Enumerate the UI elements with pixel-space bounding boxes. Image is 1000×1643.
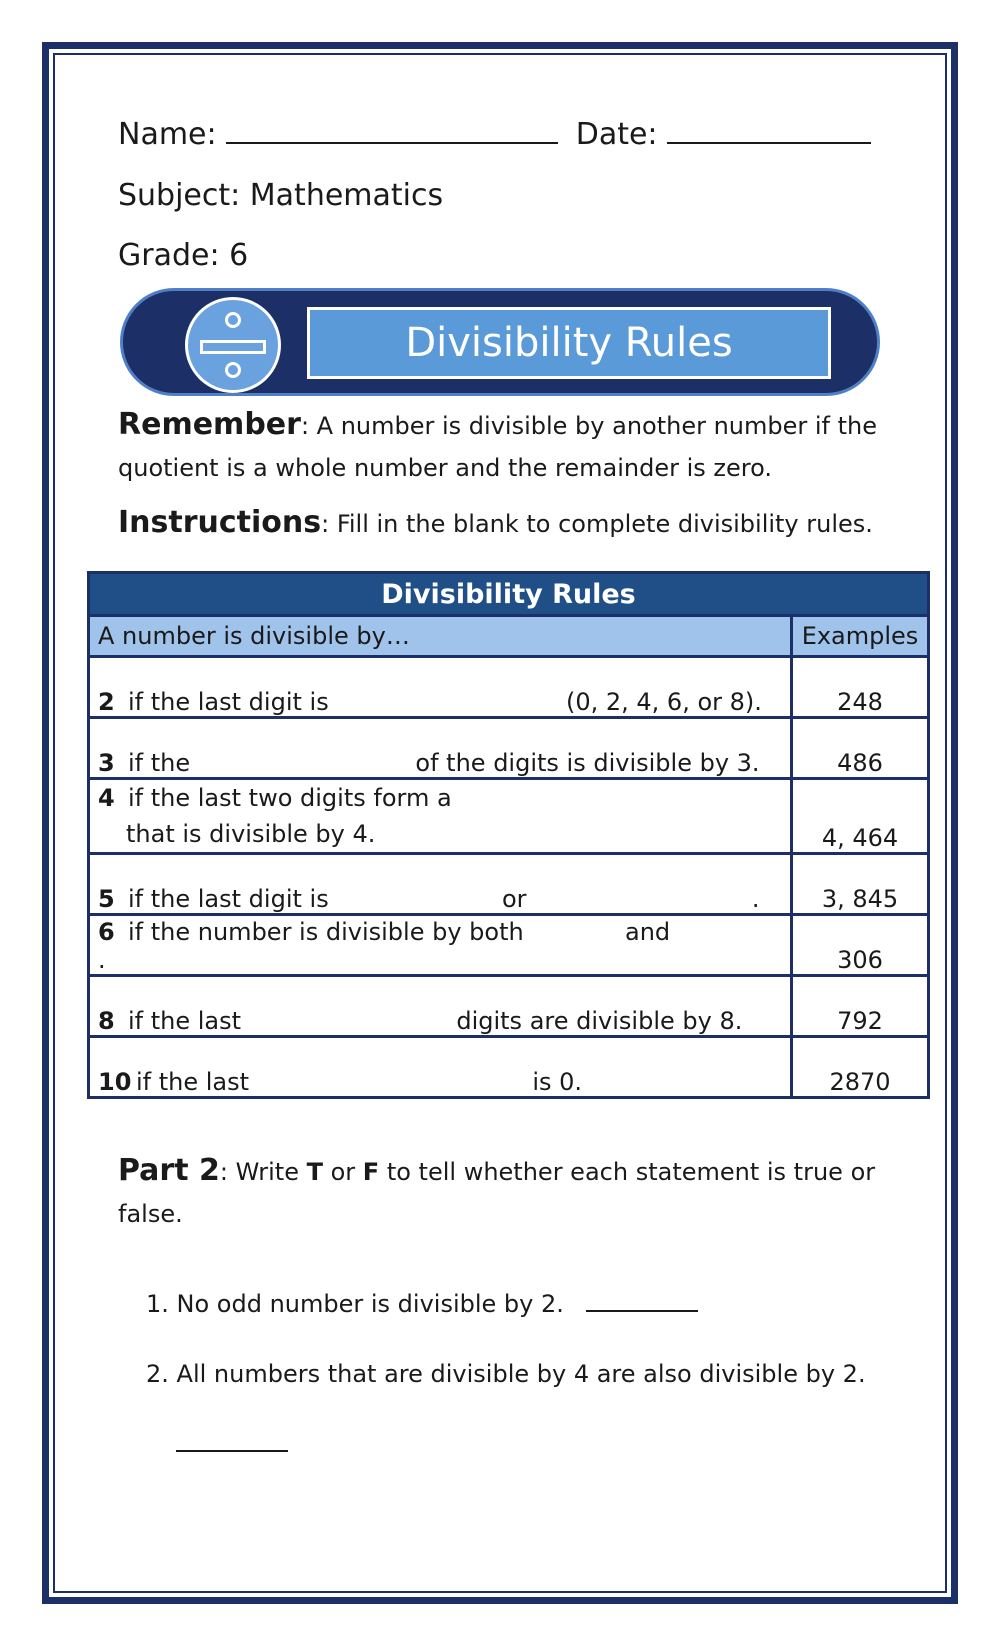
rule-text: if the last two digits form a (128, 784, 452, 812)
example-value: 3, 845 (792, 854, 929, 915)
table-row (89, 779, 929, 854)
banner-title: Divisibility Rules (307, 307, 831, 379)
divisibility-rules-table (87, 571, 930, 1099)
table-row (89, 1037, 929, 1098)
example-value: 792 (792, 976, 929, 1037)
rule-text-end: of the digits is divisible by 3. (415, 749, 760, 777)
remember-label: Remember (118, 407, 301, 442)
rule-text: if the (128, 749, 191, 777)
rule-number: 3 (98, 749, 115, 777)
instructions-paragraph (118, 502, 898, 545)
example-value: 306 (792, 915, 929, 976)
rule-number: 6 (98, 918, 115, 946)
example-value: 2870 (792, 1037, 929, 1098)
part2-text: or (322, 1158, 363, 1186)
true-letter: T (306, 1158, 323, 1186)
example-value: 4, 464 (792, 779, 929, 854)
answer-field-2[interactable] (176, 1450, 288, 1452)
table-row (89, 915, 929, 976)
example-value: 248 (792, 657, 929, 718)
grade-label: Grade: 6 (118, 238, 249, 273)
rule-text-end: (0, 2, 4, 6, or 8). (565, 688, 762, 716)
table-row (89, 854, 929, 915)
question-text: 2. All numbers that are divisible by 4 are also divisible by 2. (146, 1360, 866, 1388)
rule-text-end: . (98, 946, 106, 974)
name-field[interactable] (226, 116, 558, 144)
title-banner (120, 288, 880, 396)
rule-text: if the last digit is (128, 885, 329, 913)
rule-number: 2 (98, 688, 115, 716)
rule-text-mid: or (501, 885, 527, 913)
rule-text-end: . (751, 885, 760, 913)
example-value: 486 (792, 718, 929, 779)
rule-text: if the last digit is (128, 688, 329, 716)
examples-column-header: Examples (792, 616, 929, 657)
table-title: Divisibility Rules (89, 573, 929, 616)
date-label: Date: (575, 117, 658, 152)
rule-number: 4 (98, 784, 115, 812)
question-2 (146, 1360, 866, 1388)
table-row (89, 657, 929, 718)
question-text: 1. No odd number is divisible by 2. (146, 1290, 564, 1318)
instructions-label: Instructions (118, 505, 322, 540)
date-field[interactable] (667, 116, 871, 144)
part2-text: to tell whether each statement is true or false. (118, 1158, 876, 1228)
name-label: Name: (118, 117, 217, 152)
rule-text-end: that is divisible by 4. (126, 820, 376, 848)
rule-text-end: digits are divisible by 8. (456, 1007, 743, 1035)
instructions-text: : Fill in the blank to complete divisibility rules. (321, 510, 873, 538)
name-date-line (118, 116, 871, 152)
answer-field-1[interactable] (586, 1290, 698, 1312)
rule-text-end: is 0. (532, 1068, 583, 1096)
subject-label: Subject: Mathematics (118, 178, 444, 213)
rule-text-mid: and (625, 918, 671, 946)
question-1 (146, 1290, 698, 1318)
part2-label: Part 2 (118, 1153, 220, 1188)
table-row (89, 718, 929, 779)
rule-column-header: A number is divisible by… (89, 616, 792, 657)
division-sign-icon (185, 297, 281, 393)
rule-number: 5 (98, 885, 115, 913)
remember-text: : A number is divisible by another number if the quotient is a whole number and the remainder is zero. (118, 412, 878, 482)
rule-text: if the number is divisible by both (128, 918, 524, 946)
part2-instructions (118, 1150, 898, 1235)
remember-paragraph (118, 404, 898, 489)
table-row (89, 976, 929, 1037)
rule-number: 10 (98, 1068, 132, 1096)
rule-number: 8 (98, 1007, 115, 1035)
rule-text: if the last (128, 1007, 242, 1035)
part2-text: : Write (219, 1158, 307, 1186)
rule-text: if the last (136, 1068, 250, 1096)
false-letter: F (362, 1158, 380, 1186)
